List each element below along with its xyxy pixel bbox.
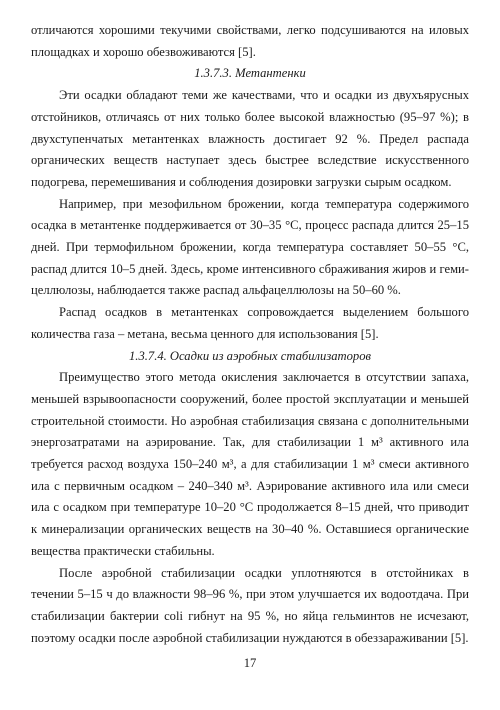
paragraph: После аэробной стабилизации осадки уплотняются в отстойниках в течении 5–15 ч до влажности 98–96 %, при этом улучшается их водоотдача. При стабилизации бактерии coli гибнут на 95 %, но яйца гельминтов не исчезают, поэтому осадки после аэробной стабилизации нуждаются в обеззараживании [5]. (31, 565, 469, 645)
page-number: 17 (243, 656, 257, 670)
section-heading-metantenki: 1.3.7.3. Метантенки (194, 66, 306, 81)
paragraph: Преимущество этого метода окисления заключается в отсутствии запаха, меньшей взрывоопасности сооружений, более простой эксплуатации и меньшей строительной стоимости. Но аэробная стабилизация связана с дополнительными энергозатратами на аэрирование. Так, для стабилизации 1 м³ активного ила требуется расход воздуха 150–240 м³, а для стабилизации 1 м³ смеси активного ила с первичным осадком – 240–340 м³. Аэрирование активного ила или смеси ила с осадком при температуре 10–20 °С продолжается 8–15 дней, что приводит к минерализации органических веществ на 30–40 %. Оставшиеся органические вещества практически стабильны. (31, 370, 469, 558)
paragraph: Распад осадков в метантенках сопровождается выделением большого количества газа – метана, весьма ценного для использования [5]. (31, 305, 469, 341)
paragraph: Эти осадки обладают теми же качествами, что и осадки из двухъярусных отстойников, отличаясь от них только более высокой влажностью (95–97 %); в двухступенчатых метантенках влажность достигает 92 %. Предел распада органических веществ наступает здесь быстрее вследствие искусственного подогрева, перемешивания и соблюдения дозировки загрузки сырым осадком. (31, 88, 469, 189)
page-body (31, 20, 469, 649)
section-heading-aerobic: 1.3.7.4. Осадки из аэробных стабилизаторов (129, 348, 371, 363)
paragraph: Например, при мезофильном брожении, когда температура содержимого осадка в метантенке поддерживается от 30–35 °С, процесс распада длится 25–15 дней. При термофильном брожении, когда температура составляет 50–55 °С, распад длится 10–5 дней. Здесь, кроме интенсивного сбраживания жиров и геми-целлюлозы, наблюдается также распад альфацеллюлозы на 50–60 %. (31, 196, 469, 298)
paragraph-continuation: отличаются хорошими текучими свойствами, легко подсушиваются на иловых площадках и хорошо обезвоживаются [5]. (31, 23, 469, 59)
